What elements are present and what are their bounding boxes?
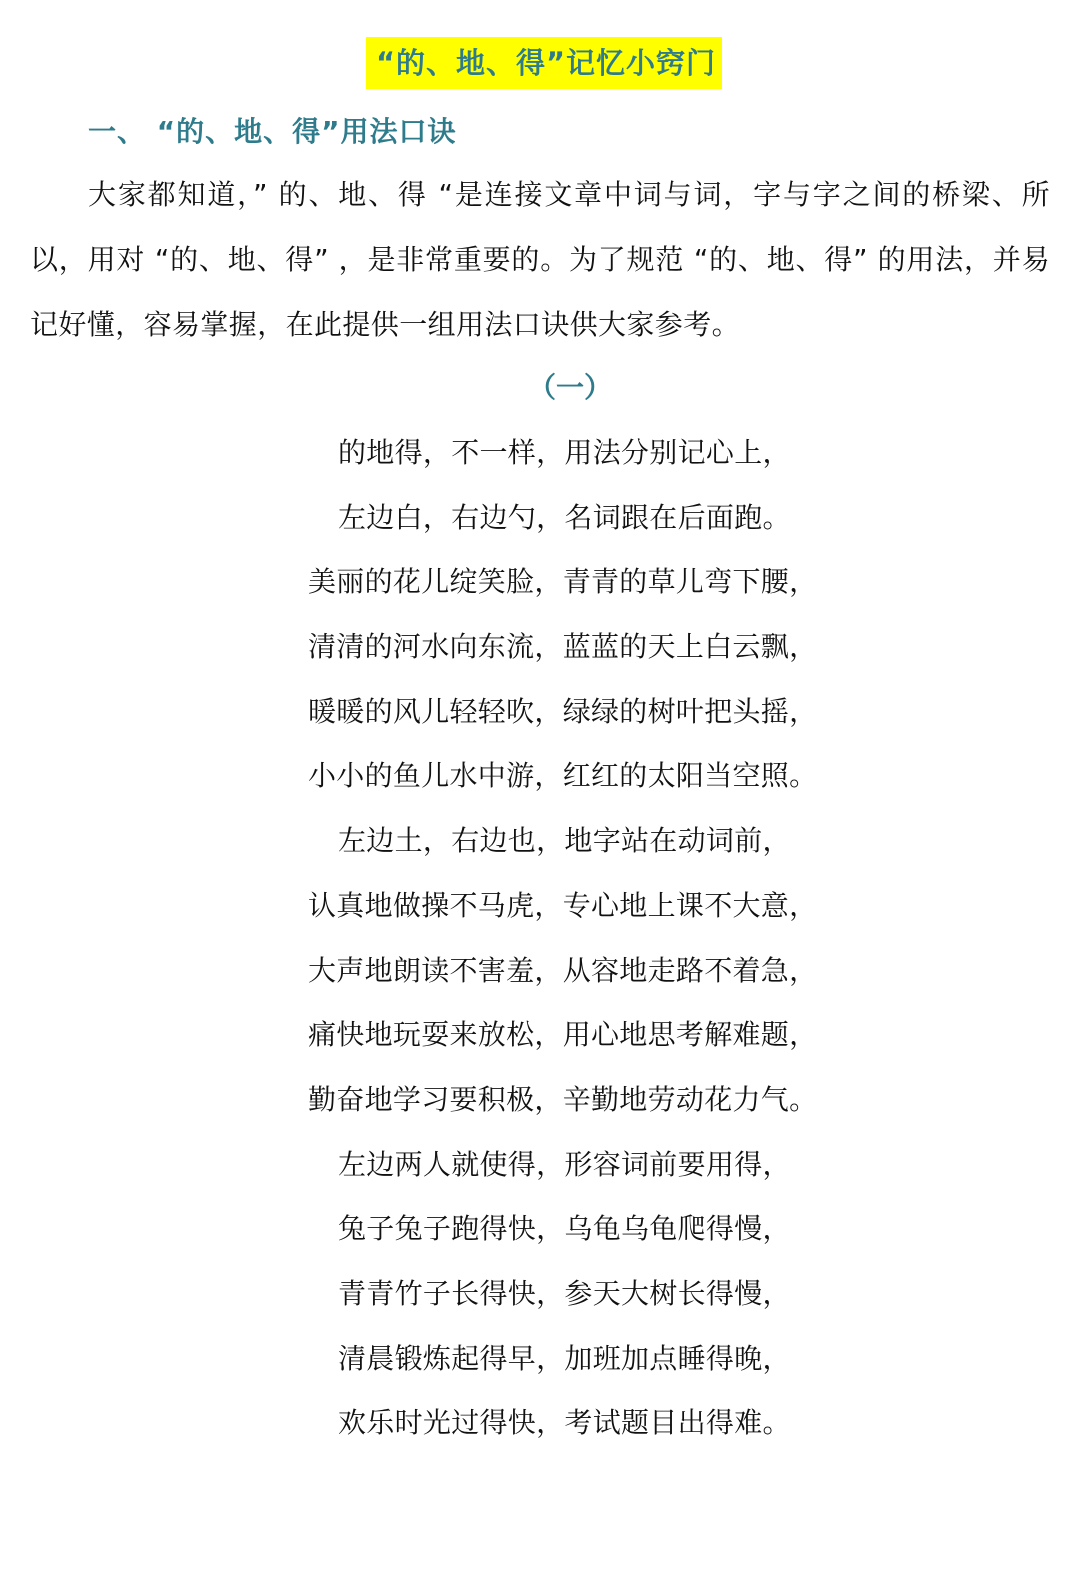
- poem-line: 兔子兔子跑得快，乌龟乌龟爬得慢，: [338, 1212, 791, 1246]
- intro-paragraph: 大家都知道，” 的、地、得 “是连接文章中词与词，字与字之间的桥梁、所以，用对 “的、地、得” ，是非常重要的。为了规范 “的、地、得” 的用法，并易记好懂，容易掌握，在此提供一组用法口诀供大家参考。: [30, 178, 1050, 341]
- title-container: [0, 37, 1088, 89]
- section-heading: 一、 “的、地、得”用法口诀: [88, 115, 457, 148]
- poem-line: 左边两人就使得，形容词前要用得，: [338, 1147, 791, 1181]
- poem-line: 大声地朗读不害羞，从容地走路不着急，: [308, 953, 818, 987]
- poem-line: 欢乐时光过得快，考试题目出得难。: [338, 1406, 791, 1440]
- sub-heading: （一）: [527, 371, 612, 404]
- poem-line: 的地得，不一样，用法分别记心上，: [338, 436, 791, 469]
- poem-line: 左边土，右边也，地字站在动词前，: [338, 824, 791, 858]
- poem-line: 小小的鱼儿水中游，红红的太阳当空照。: [308, 759, 818, 793]
- poem-line: 暖暖的风儿轻轻吹，绿绿的树叶把头摇，: [308, 694, 818, 728]
- poem-line: 左边白，右边勺，名词跟在后面跑。: [338, 500, 791, 534]
- poem-line: 青青竹子长得快，参天大树长得慢，: [338, 1276, 791, 1310]
- poem-line: 清晨锻炼起得早，加班加点睡得晚，: [338, 1341, 791, 1375]
- poem-list: [0, 421, 1088, 1456]
- poem-line: 勤奋地学习要积极，辛勤地劳动花力气。: [308, 1082, 818, 1116]
- document-title: “的、地、得”记忆小窍门: [366, 37, 722, 89]
- poem-line: 清清的河水向东流，蓝蓝的天上白云飘，: [308, 630, 818, 664]
- poem-line: 认真地做操不马虎，专心地上课不大意，: [308, 888, 818, 922]
- poem-line: 痛快地玩耍来放松，用心地思考解难题，: [308, 1018, 818, 1052]
- poem-line: 美丽的花儿绽笑脸，青青的草儿弯下腰，: [308, 565, 818, 599]
